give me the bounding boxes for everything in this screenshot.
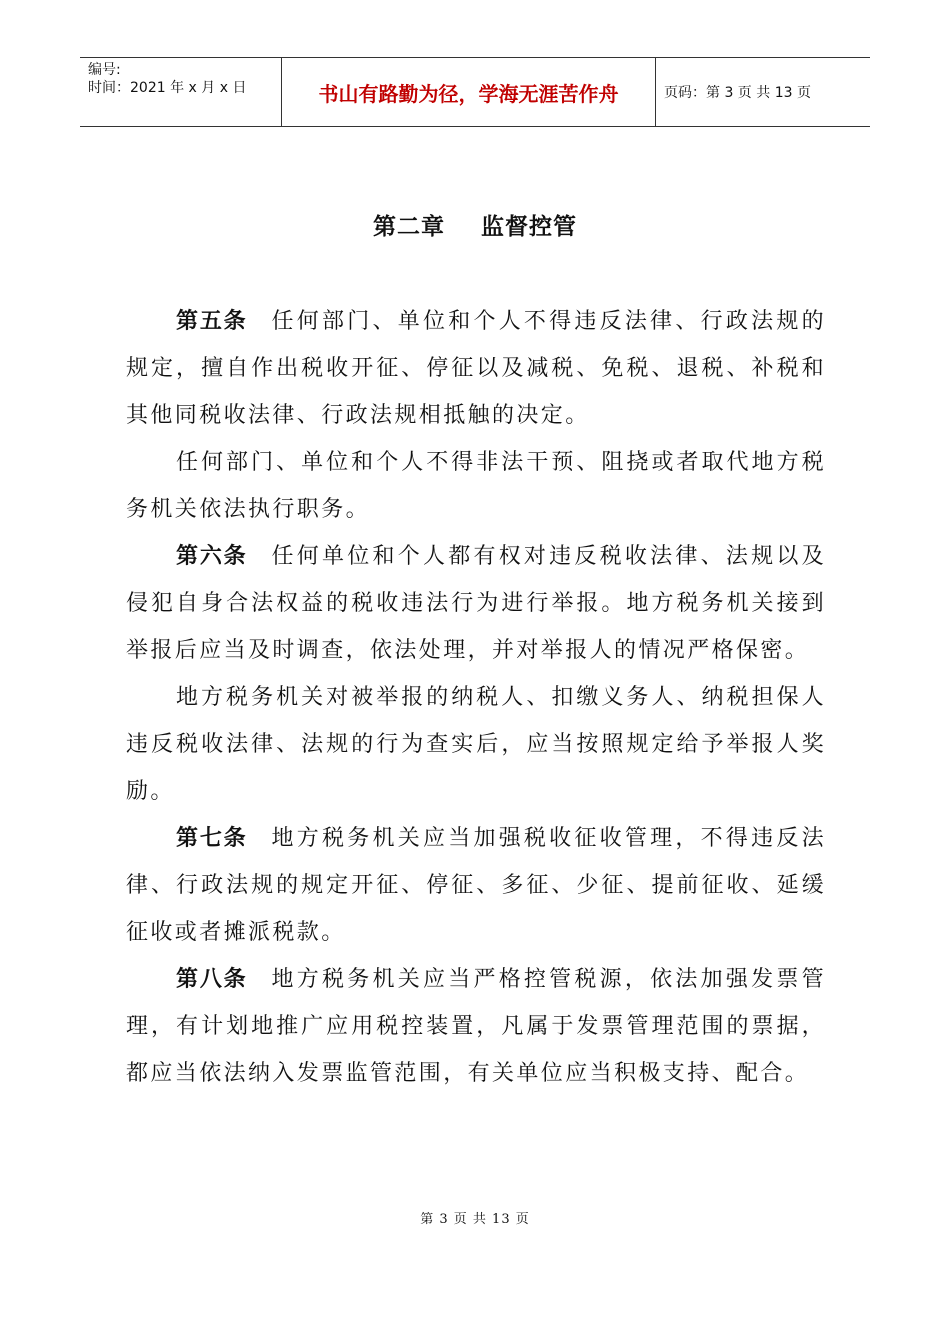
paragraph-text: 任何部门、单位和个人不得违反法律、行政法规的规定，擅自作出税收开征、停征以及减税、免税、退税、补税和其他同税收法律、行政法规相抵触的决定。	[126, 309, 826, 428]
paragraph-text: 任何部门、单位和个人不得非法干预、阻挠或者取代地方税务机关依法执行职务。	[126, 450, 826, 522]
paragraph	[126, 533, 826, 674]
number-label: 编号:	[88, 62, 121, 78]
paragraph	[126, 674, 826, 815]
article-heading: 第七条	[176, 826, 248, 851]
page-header	[80, 57, 870, 127]
header-page-info	[656, 58, 870, 126]
page-footer: 第 3 页 共 13 页	[420, 1212, 530, 1227]
header-meta	[80, 58, 282, 126]
paragraph	[126, 298, 826, 439]
time-label: 时间：2021 年 x 月 x 日	[88, 80, 247, 96]
header-motto	[282, 58, 656, 126]
paragraph-text: 地方税务机关对被举报的纳税人、扣缴义务人、纳税担保人违反税收法律、法规的行为查实后，应当按照规定给予举报人奖励。	[126, 685, 826, 804]
article-heading: 第五条	[176, 309, 248, 334]
paragraph-text: 地方税务机关应当严格控管税源，依法加强发票管理，有计划地推广应用税控装置，凡属于发票管理范围的票据，都应当依法纳入发票监管范围，有关单位应当积极支持、配合。	[126, 967, 826, 1086]
page-info-text: 页码：第 3 页 共 13 页	[664, 85, 811, 101]
paragraph	[126, 956, 826, 1097]
document-body	[126, 298, 826, 1097]
paragraph	[126, 815, 826, 956]
article-heading: 第六条	[176, 544, 248, 569]
article-heading: 第八条	[176, 967, 248, 992]
paragraph-text: 地方税务机关应当加强税收征收管理，不得违反法律、行政法规的规定开征、停征、多征、少征、提前征收、延缓征收或者摊派税款。	[126, 826, 826, 945]
paragraph	[126, 439, 826, 533]
paragraph-text: 任何单位和个人都有权对违反税收法律、法规以及侵犯自身合法权益的税收违法行为进行举报。地方税务机关接到举报后应当及时调查，依法处理，并对举报人的情况严格保密。	[126, 544, 826, 663]
motto-text: 书山有路勤为径，学海无涯苦作舟	[318, 81, 619, 106]
chapter-title: 第二章 监督控管	[372, 214, 578, 240]
